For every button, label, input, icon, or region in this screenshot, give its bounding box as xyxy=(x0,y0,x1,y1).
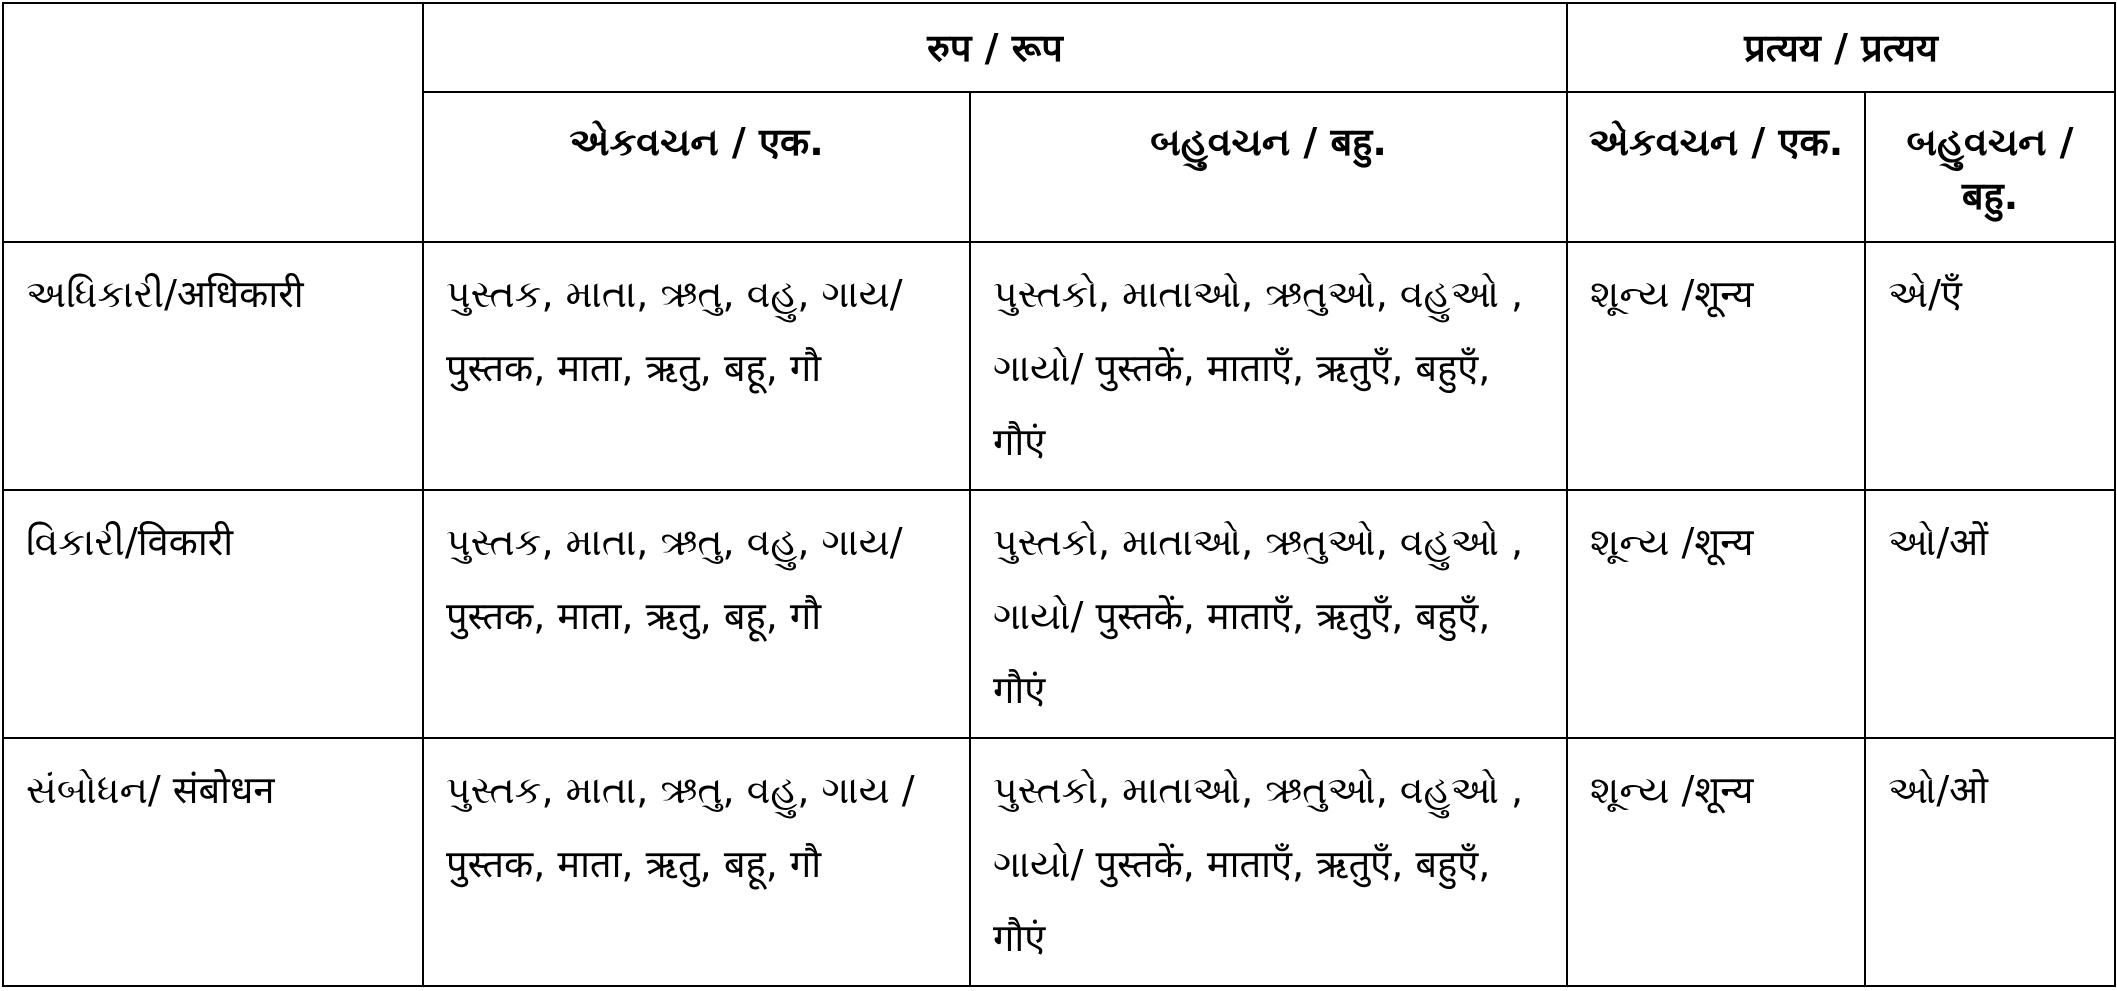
plural-form-cell: પુસ્તકો, માતાઓ, ઋતુઓ, વહુઓ , ગાયો/ पुस्तकें, माताएँ, ऋतुएँ, बहुएँ, गौएं xyxy=(970,490,1567,738)
case-name-cell: અધિકારી/अधिकारी xyxy=(3,242,423,490)
suffix-group-header: प्रत्यय / प्रत्यय xyxy=(1567,3,2115,92)
singular-form-cell: પુસ્તક, માતા, ઋતુ, વહુ, ગાય /पुस्तक, माता, ऋतु, बहू, गौ xyxy=(423,738,970,986)
singular-form-cell: પુસ્તક, માતા, ઋતુ, વહુ, ગાય/ पुस्तक, माता, ऋतु, बहू, गौ xyxy=(423,490,970,738)
form-singular-header: એકવચન / एक. xyxy=(423,92,970,242)
table-row xyxy=(3,242,2115,490)
header-row-top xyxy=(3,3,2115,92)
suffix-singular-header: એકવચન / एक. xyxy=(1567,92,1865,242)
case-name-cell: વિકારી/विकारी xyxy=(3,490,423,738)
singular-suffix-cell: શૂન્ય /शून्य xyxy=(1567,738,1865,986)
plural-suffix-cell: ઓ/ओं xyxy=(1865,490,2115,738)
case-name-cell: સંબોધન/ संबोधन xyxy=(3,738,423,986)
singular-suffix-cell: શૂન્ય /शून्य xyxy=(1567,490,1865,738)
suffix-plural-header: બહુવચન / बहु. xyxy=(1865,92,2115,242)
table-row xyxy=(3,738,2115,986)
corner-header-cell xyxy=(3,3,423,242)
plural-suffix-cell: એ/एँ xyxy=(1865,242,2115,490)
singular-suffix-cell: શૂન્ય /शून्य xyxy=(1567,242,1865,490)
singular-form-cell: પુસ્તક, માતા, ઋતુ, વહુ, ગાય/ पुस्तक, माता, ऋतु, बहू, गौ xyxy=(423,242,970,490)
plural-form-cell: પુસ્તકો, માતાઓ, ઋતુઓ, વહુઓ , ગાયો/ पुस्तकें, माताएँ, ऋतुएँ, बहुएँ, गौएं xyxy=(970,738,1567,986)
plural-suffix-cell: ઓ/ओ xyxy=(1865,738,2115,986)
table-row xyxy=(3,490,2115,738)
form-plural-header: બહુવચન / बहु. xyxy=(970,92,1567,242)
plural-form-cell: પુસ્તકો, માતાઓ, ઋતુઓ, વહુઓ , ગાયો/ पुस्तकें, माताएँ, ऋतुएँ, बहुएँ, गौएं xyxy=(970,242,1567,490)
form-group-header: रुप / रूप xyxy=(423,3,1567,92)
declension-table xyxy=(2,2,2116,987)
